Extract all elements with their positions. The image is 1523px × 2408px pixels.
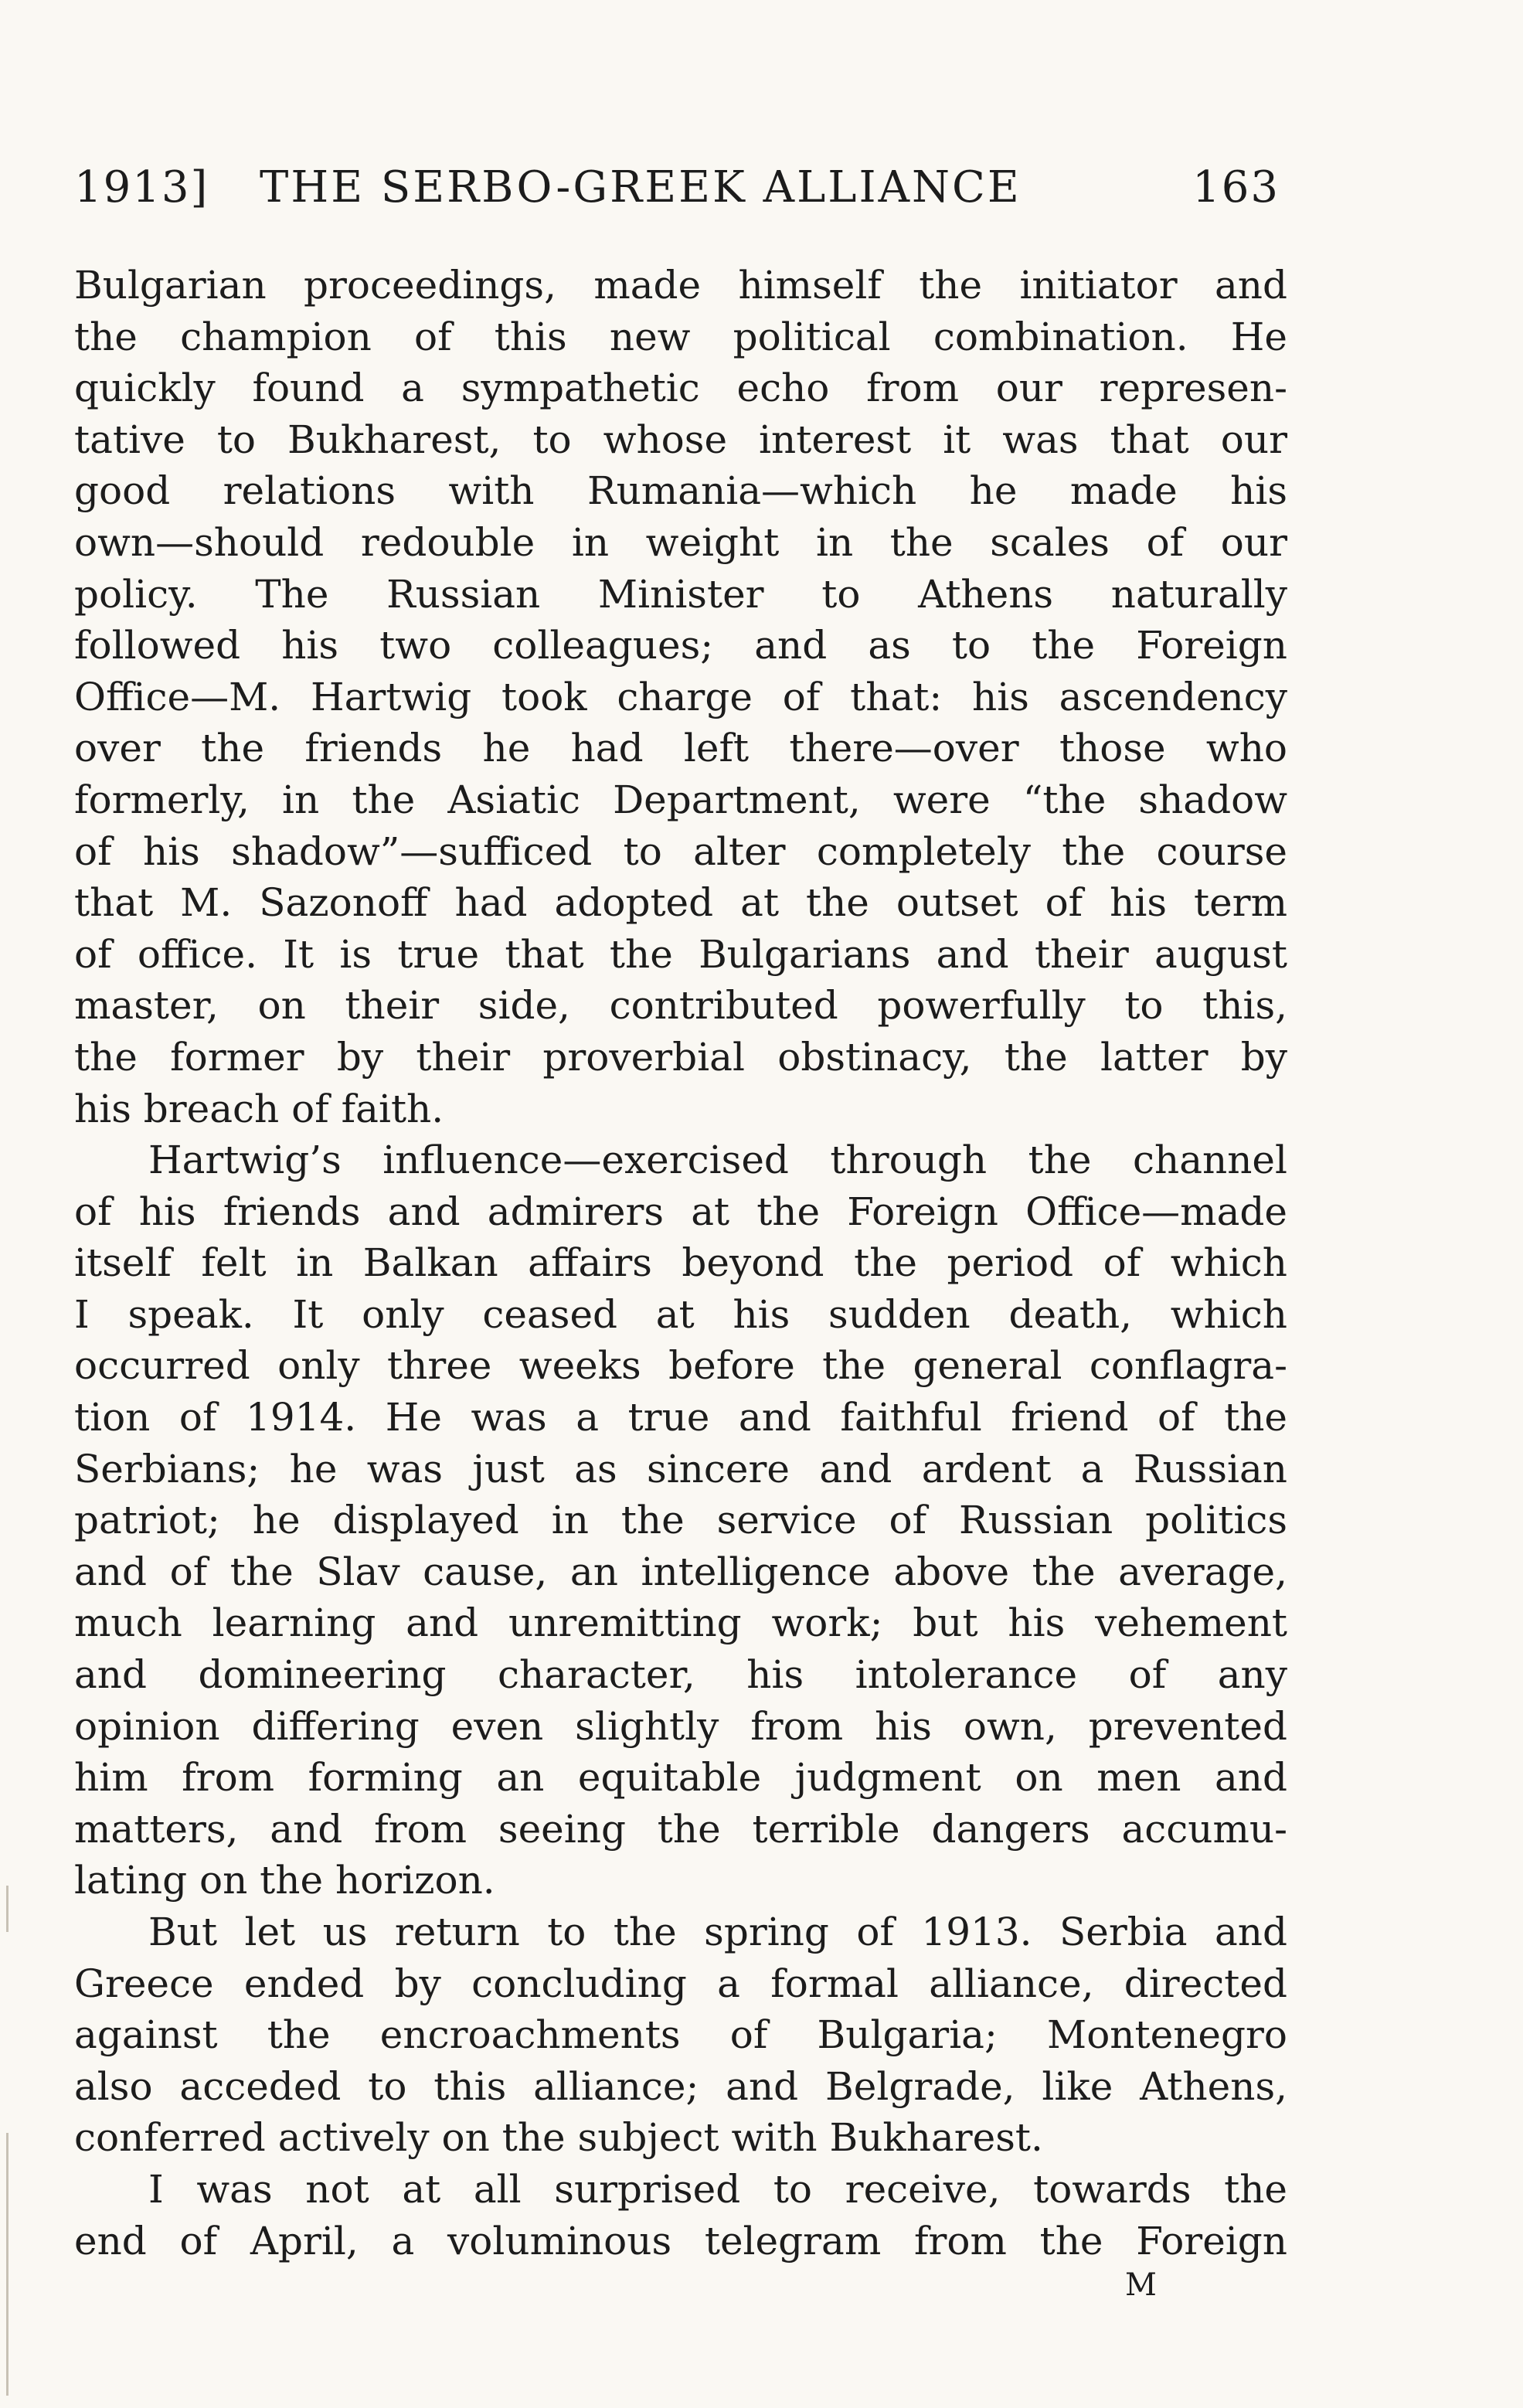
text-line: tative to Bukharest, to whose interest it was that our	[74, 417, 1287, 462]
text-line: Bulgarian proceedings, made himself the initiator and	[74, 263, 1287, 308]
text-line: over the friends he had left there—over those who	[74, 726, 1287, 771]
text-line: lating on the horizon.	[74, 1858, 495, 1903]
page-edge-mark	[6, 2133, 8, 2396]
text-line: and of the Slav cause, an intelligence above the average,	[74, 1549, 1287, 1594]
text-line: his breach of faith.	[74, 1086, 444, 1131]
text-line: conferred actively on the subject with Bukharest.	[74, 2115, 1043, 2161]
text-line: Greece ended by concluding a formal alliance, directed	[74, 1961, 1287, 2006]
text-line: much learning and unremitting work; but his vehement	[74, 1600, 1287, 1646]
text-line: good relations with Rumania—which he made his	[74, 468, 1287, 514]
text-line: him from forming an equitable judgment on men and	[74, 1755, 1287, 1801]
text-line: of his shadow”—sufficed to alter completely the course	[74, 828, 1287, 874]
text-line: I was not at all surprised to receive, towards the	[148, 2166, 1287, 2212]
text-line: Office—M. Hartwig took charge of that: his ascendency	[74, 674, 1287, 719]
text-line: of his friends and admirers at the Foreign Office—made	[74, 1189, 1287, 1234]
text-line: Hartwig’s influence—exercised through the channel	[148, 1138, 1287, 1183]
running-head	[74, 162, 1280, 224]
text-line: master, on their side, contributed powerfully to this,	[74, 983, 1287, 1029]
text-line: of office. It is true that the Bulgarians and their august	[74, 931, 1287, 977]
body-text	[74, 260, 1287, 2267]
text-line: followed his two colleagues; and as to the Foreign	[74, 623, 1287, 668]
text-line: against the encroachments of Bulgaria; Montenegro	[74, 2012, 1287, 2058]
text-line: own—should redouble in weight in the scales of our	[74, 519, 1287, 565]
running-head-title: THE SERBO-GREEK ALLIANCE	[260, 162, 1022, 213]
text-line: matters, and from seeing the terrible dangers accumu-	[74, 1806, 1287, 1852]
text-line: itself felt in Balkan affairs beyond the period of which	[74, 1240, 1287, 1286]
page-number: 163	[1192, 162, 1280, 213]
text-line: patriot; he displayed in the service of Russian politics	[74, 1498, 1287, 1543]
signature-mark: M	[1125, 2267, 1158, 2303]
text-line: policy. The Russian Minister to Athens naturally	[74, 571, 1287, 617]
text-line: and domineering character, his intolerance of any	[74, 1652, 1287, 1698]
text-line: also acceded to this alliance; and Belgrade, like Athens,	[74, 2063, 1287, 2109]
running-head-year: 1913]	[74, 162, 209, 213]
page-edge-mark	[6, 1886, 8, 1932]
text-line: that M. Sazonoff had adopted at the outset of his term	[74, 880, 1287, 926]
text-line: quickly found a sympathetic echo from our represen-	[74, 366, 1287, 411]
text-line: opinion differing even slightly from his own, prevented	[74, 1703, 1287, 1749]
text-line: I speak. It only ceased at his sudden death, which	[74, 1291, 1287, 1337]
text-line: formerly, in the Asiatic Department, were “the shadow	[74, 777, 1287, 822]
text-line: Serbians; he was just as sincere and ardent a Russian	[74, 1446, 1287, 1491]
text-line: But let us return to the spring of 1913. Serbia and	[148, 1910, 1287, 1954]
text-line: tion of 1914. He was a true and faithful friend of the	[74, 1395, 1287, 1440]
text-line: end of April, a voluminous telegram from the Foreign	[74, 2218, 1287, 2263]
text-line: the former by their proverbial obstinacy, the latter by	[74, 1034, 1287, 1080]
text-line: occurred only three weeks before the general conflagra-	[74, 1343, 1287, 1389]
text-line: the champion of this new political combination. He	[74, 314, 1287, 359]
